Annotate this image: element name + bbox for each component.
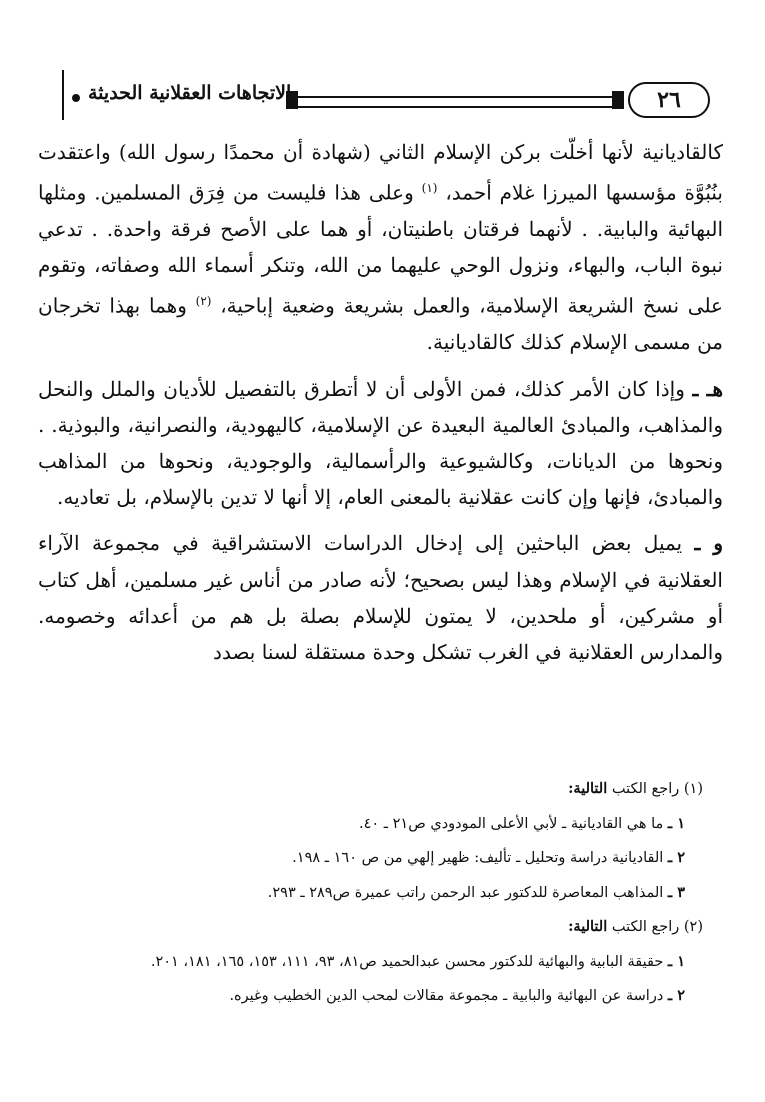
paragraph-marker: هـ ـ xyxy=(692,376,723,401)
footnote-label: راجع الكتب xyxy=(607,781,680,797)
paragraph-2 xyxy=(38,371,723,516)
footnote-number: (١) xyxy=(683,781,703,797)
paragraph-text: وهما بهذا تخرجان من مسمى الإسلام كذلك كالقاديانية. xyxy=(38,294,723,355)
paragraph-text: يميل بعض الباحثين إلى إدخال الدراسات الاستشراقية في مجموعة الآراء العقلانية في الإسلام وهذا ليس بصحيح؛ لأنه صادر من أناس غير مسلمين، أهل كتاب أو مشركين، أو ملحدين، لا يمتون للإسلام بصلة بل هم من أعدائه وخصومه. والمدارس العقلانية في الغرب تشكل وحدة مستقلة لسنا بصدد xyxy=(38,531,723,664)
entry-text: دراسة عن البهائية والبابية ـ مجموعة مقالات لمحب الدين الخطيب وغيره. xyxy=(229,988,664,1004)
paragraph-text: كالقاديانية لأنها أخلّت بركن الإسلام الثاني (شهادة أن محمدًا رسول الله) واعتقدت بنُبُوَّة مؤسسها الميرزا غلام أحمد، xyxy=(38,140,723,205)
entry-number: ١ ـ xyxy=(667,952,685,970)
main-text xyxy=(38,134,723,678)
paragraph-text: وإذا كان الأمر كذلك، فمن الأولى أن لا أتطرق بالتفصيل للأديان والملل والنحل والمذاهب، والمبادئ العالمية البعيدة عن الإسلامية، كاليهودية، والنصرانية، والبوذية. . ونحوها من الديانات، وكالشيوعية والرأسمالية، والوجودية، ونحوها من المذاهب والمبادئ، فإنها وإن كانت عقلانية بالمعنى العام، إلا أنها لا تدين بالإسلام، بل تعاديه. xyxy=(38,376,723,510)
page-header xyxy=(70,78,710,122)
page-number: ٢٦ xyxy=(628,82,710,118)
footnote-label: راجع الكتب xyxy=(607,919,680,935)
margin-rule xyxy=(62,70,64,120)
entry-number: ٢ ـ xyxy=(667,849,685,866)
entry-text: ما هي القاديانية ـ لأبي الأعلى المودودي ص٢١ ـ ٤٠. xyxy=(358,815,664,832)
footnote-entry xyxy=(43,876,703,911)
entry-number: ٣ ـ xyxy=(667,883,685,901)
footnote-entry xyxy=(43,945,703,980)
footnote-ref-2: (٢) xyxy=(195,294,212,309)
header-bullet xyxy=(72,94,80,102)
footnote-label-bold: التالية: xyxy=(568,780,608,797)
paragraph-text: وعلى هذا فليست من فِرَق المسلمين. ومثلها البهائية والبابية. . لأنهما فرقتان باطنيتان، أو هما على الأصح فرقة واحدة. . تدعي نبوة الباب، والبهاء، ونزول الوحي عليهما من الله، وتنكر أسماء الله وصفاته، وتقوم على نسخ الشريعة الإسلامية، والعمل بشريعة وضعية إباحية، xyxy=(38,180,723,319)
footnote-2 xyxy=(43,910,703,1014)
footnote-label-bold: التالية: xyxy=(568,918,608,935)
footnote-number: (٢) xyxy=(683,919,703,935)
footnote-1 xyxy=(43,772,703,910)
footnote-entry xyxy=(43,979,703,1014)
footnote-ref-1: (١) xyxy=(421,181,438,196)
footnote-heading xyxy=(43,772,703,807)
paragraph-marker: و ـ xyxy=(694,531,723,556)
entry-text: المذاهب المعاصرة للدكتور عبد الرحمن راتب عميرة ص٢٨٩ ـ ٢٩٣. xyxy=(267,884,664,901)
footnote-heading xyxy=(43,910,703,945)
footnote-entry xyxy=(43,841,703,876)
running-title: الاتجاهات العقلانية الحديثة xyxy=(88,82,292,104)
entry-number: ٢ ـ xyxy=(667,987,685,1004)
entry-text: القاديانية دراسة وتحليل ـ تأليف: ظهير إلهي من ص ١٦٠ ـ ١٩٨. xyxy=(292,850,664,866)
entry-number: ١ ـ xyxy=(667,814,685,832)
entry-text: حقيقة البابية والبهائية للدكتور محسن عبدالحميد ص٨١، ٩٣، ١١١، ١٥٣، ١٦٥، ١٨١، ٢٠١. xyxy=(150,953,664,970)
paragraph-3 xyxy=(38,525,723,670)
header-rule xyxy=(292,96,618,108)
footnotes xyxy=(43,772,703,1014)
paragraph-1 xyxy=(38,134,723,361)
footnote-entry xyxy=(43,807,703,842)
